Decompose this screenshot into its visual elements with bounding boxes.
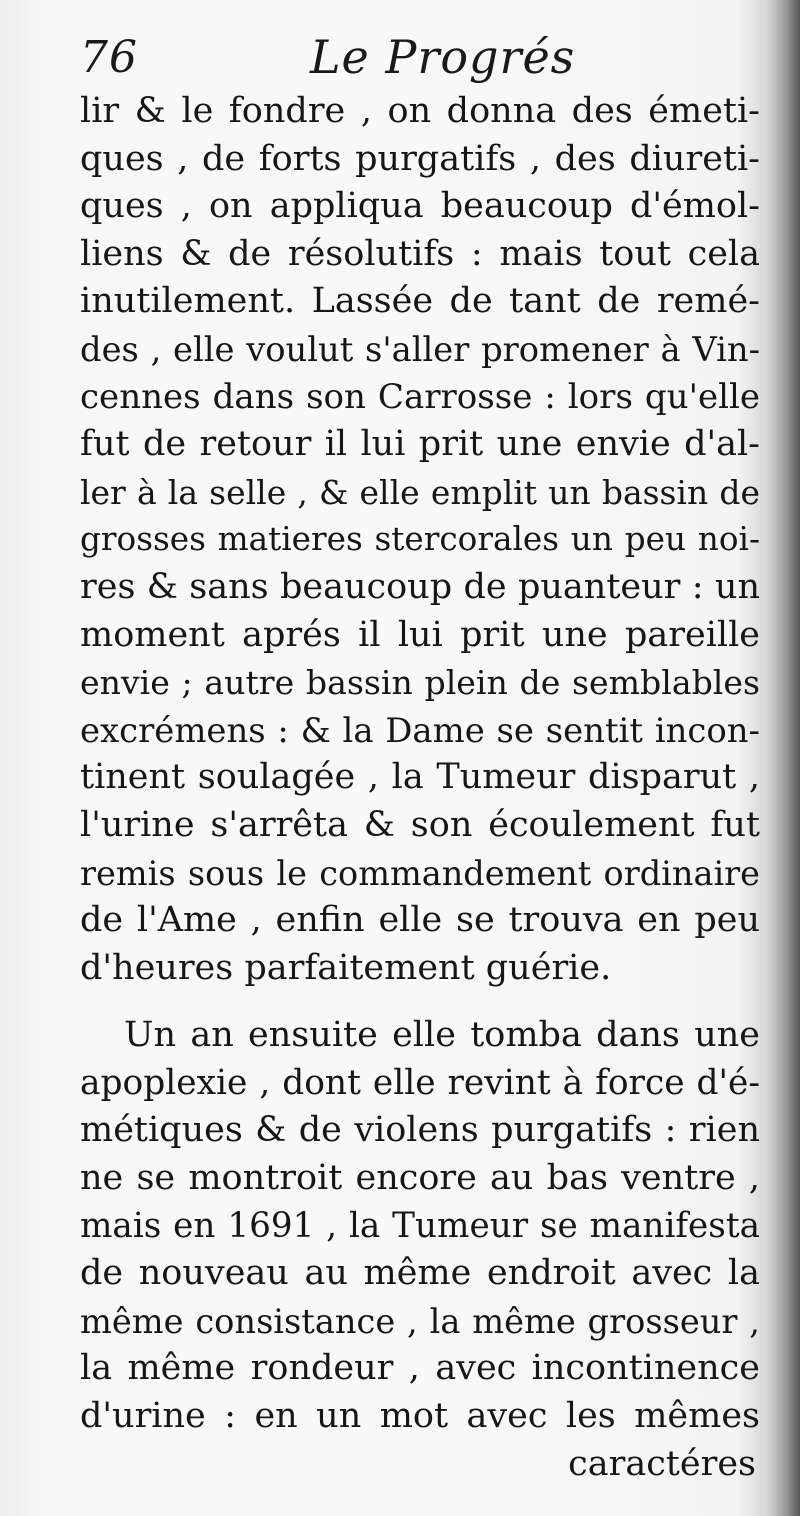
running-title: Le Progrés — [310, 30, 576, 84]
text-line: mais en 1691 , la Tumeur se manifesta — [80, 1205, 760, 1246]
text-line: l'urine s'arrêta & son écoulement fut — [80, 804, 760, 845]
text-line: ler à la selle , & elle emplit un bassin de — [80, 472, 760, 512]
text-line: remis sous le commandement ordinaire — [80, 853, 760, 893]
text-line: envie ; autre bassin plein de semblables — [80, 663, 760, 703]
text-line: excrémens : & la Dame se sentit incon- — [80, 710, 760, 750]
text-line-indented: Un an ensuite elle tomba dans une — [124, 1015, 760, 1056]
body-text — [80, 88, 760, 1488]
text-line: tinent soulagée , la Tumeur disparut , — [80, 757, 760, 798]
text-line: de nouveau au même endroit avec la — [80, 1253, 760, 1294]
text-line: d'urine : en un mot avec les mêmes — [80, 1396, 760, 1437]
page-edge-shadow — [766, 0, 800, 1516]
text-line: res & sans beaucoup de puanteur : un — [80, 566, 760, 607]
text-line: moment aprés il lui prit une pareille — [80, 614, 760, 655]
text-line: liens & de résolutifs : mais tout cela — [80, 233, 760, 274]
text-line: grosses matieres stercorales un peu noi- — [80, 520, 760, 559]
paragraph-gap — [80, 992, 760, 1012]
text-line-last: d'heures parfaitement guérie. — [80, 947, 612, 988]
text-line: la même rondeur , avec incontinence — [80, 1348, 760, 1389]
text-line: inutilement. Lassée de tant de remé- — [80, 281, 760, 322]
text-line: métiques & de violens purgatifs : rien — [80, 1110, 760, 1151]
text-line: ques , on appliqua beaucoup d'émol- — [80, 186, 760, 227]
text-line: même consistance , la même grosseur , — [80, 1301, 760, 1341]
text-line: des , elle voulut s'aller promener à Vin- — [80, 329, 760, 369]
text-line: lir & le fondre , on donna des émeti- — [80, 91, 760, 131]
text-line: fut de retour il lui prit une envie d'al- — [80, 424, 760, 465]
page-number: 76 — [80, 32, 138, 83]
text-line: ques , de forts purgatifs , des diureti- — [80, 138, 760, 179]
text-line: apoplexie , dont elle revint à force d'é- — [80, 1062, 760, 1103]
text-line: ne se montroit encore au bas ventre , — [80, 1158, 760, 1199]
catchword: caractéres — [568, 1443, 756, 1484]
text-line: cennes dans son Carrosse : lors qu'elle — [80, 376, 760, 417]
page-header — [80, 26, 760, 90]
text-line: de l'Ame , enfin elle se trouva en peu — [80, 900, 760, 941]
